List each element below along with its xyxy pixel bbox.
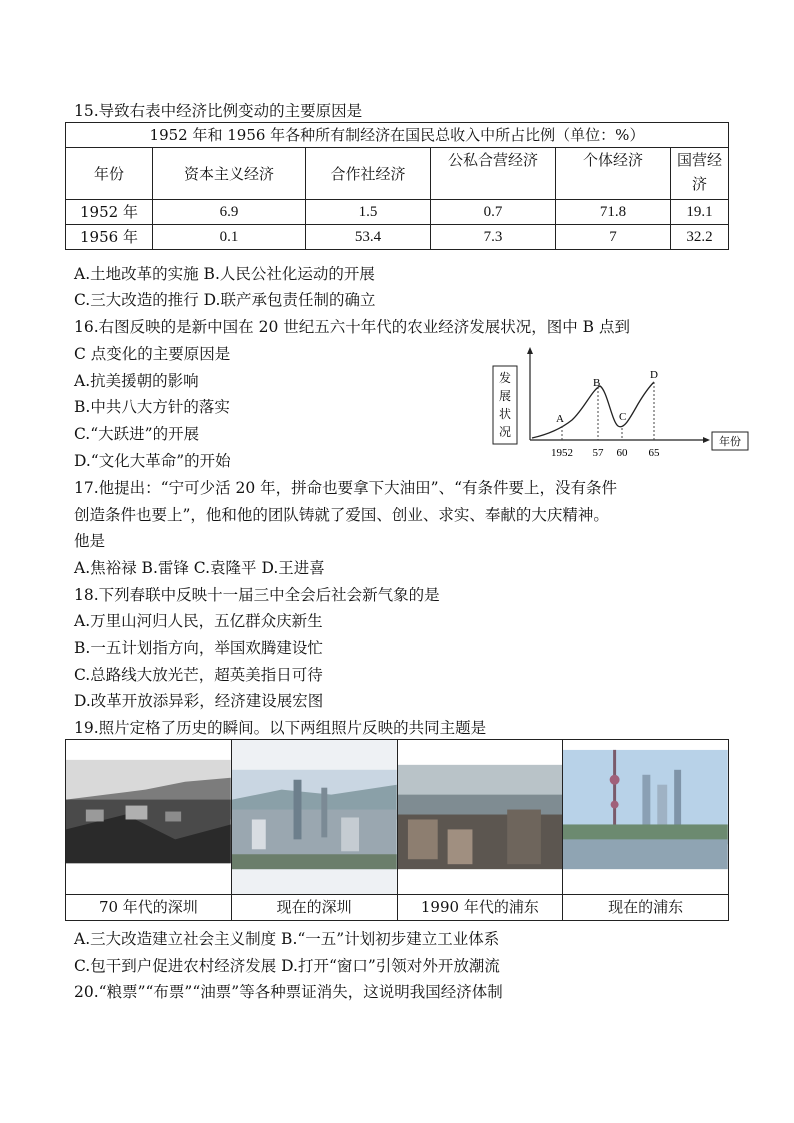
- q15-option-line: A.土地改革的实施 B.人民公社化运动的开展: [74, 265, 375, 283]
- photo-grid: [65, 739, 729, 921]
- table-header: 公私合营经济: [431, 148, 556, 200]
- point-label: D: [650, 369, 658, 381]
- point-label: B: [593, 377, 601, 389]
- q17-stem: 创造条件也要上”，他和他的团队铸就了爱国、创业、求实、奉献的大庆精神。: [74, 506, 609, 524]
- photo-caption: 现在的浦东: [608, 898, 684, 916]
- tick-label: 60: [616, 447, 628, 459]
- table-cell: 0.7: [431, 200, 556, 225]
- table-header: 年份: [66, 148, 153, 200]
- q17-options: A.焦裕禄 B.雷锋 C.袁隆平 D.王进喜: [74, 559, 325, 577]
- photo-caption: 1990 年代的浦东: [420, 898, 539, 916]
- q18-stem: 18.下列春联中反映十一届三中全会后社会新气象的是: [74, 586, 440, 604]
- photo-cell: [66, 740, 232, 920]
- table-cell: 19.1: [671, 200, 729, 225]
- ylabel-char: 况: [498, 425, 512, 439]
- q16-option: B.中共八大方针的落实: [74, 398, 230, 416]
- q19-option-line: C.包干到户促进农村经济发展 D.打开“窗口”引领对外开放潮流: [74, 957, 500, 975]
- photo-pudong-now: [563, 740, 728, 895]
- photo-caption: 现在的深圳: [276, 898, 352, 916]
- ylabel-char: 状: [498, 407, 512, 421]
- table-cell: 53.4: [306, 225, 431, 250]
- tick-label: 1952: [551, 447, 573, 459]
- q15-stem: 15.导致右表中经济比例变动的主要原因是: [74, 102, 363, 120]
- table-header: 个体经济: [556, 148, 671, 200]
- table-cell: 7.3: [431, 225, 556, 250]
- photo-cell: [398, 740, 564, 920]
- x-axis-arrow: [703, 437, 710, 443]
- q20-stem: 20.“粮票”“布票”“油票”等各种票证消失，这说明我国经济体制: [74, 983, 503, 1001]
- q16-stem: C 点变化的主要原因是: [74, 345, 231, 363]
- table-cell: 32.2: [671, 225, 729, 250]
- table-cell: 1.5: [306, 200, 431, 225]
- q18-option: B.一五计划指方向，举国欢腾建设忙: [74, 639, 323, 657]
- table-header: 国营经济: [671, 148, 729, 200]
- photo-cell: [563, 740, 728, 920]
- q17-stem: 17.他提出：“宁可少活 20 年，拼命也要拿下大油田”、“有条件要上，没有条件: [74, 479, 618, 497]
- table-header: 资本主义经济: [153, 148, 306, 200]
- q16-option: A.抗美援朝的影响: [74, 372, 199, 390]
- q15-table: [65, 122, 729, 250]
- table-cell: 0.1: [153, 225, 306, 250]
- photo-shenzhen-1970s: [66, 740, 231, 895]
- tick-label: 57: [592, 447, 604, 459]
- agriculture-chart: [492, 346, 750, 464]
- q18-option: A.万里山河归人民，五亿群众庆新生: [74, 612, 323, 630]
- trend-curve: [532, 382, 654, 438]
- q15-option-line: C.三大改造的推行 D.联产承包责任制的确立: [74, 291, 376, 309]
- table-header: 合作社经济: [306, 148, 431, 200]
- q18-option: D.改革开放添异彩，经济建设展宏图: [74, 692, 324, 710]
- table-cell: 6.9: [153, 200, 306, 225]
- ylabel-char: 发: [498, 371, 512, 385]
- table-title: 1952 年和 1956 年各种所有制经济在国民总收入中所占比例（单位：%）: [66, 123, 729, 148]
- ylabel-char: 展: [498, 389, 512, 403]
- table-cell: 7: [556, 225, 671, 250]
- photo-cell: [232, 740, 398, 920]
- tick-label: 65: [648, 447, 660, 459]
- q16-option: C.“大跃进”的开展: [74, 425, 200, 443]
- photo-shenzhen-now: [232, 740, 397, 895]
- table-cell: 1956 年: [66, 225, 153, 250]
- point-label: C: [619, 411, 627, 423]
- table-cell: 71.8: [556, 200, 671, 225]
- xlabel: 年份: [719, 436, 741, 448]
- table-row: [66, 225, 729, 250]
- q16-stem: 16.右图反映的是新中国在 20 世纪五六十年代的农业经济发展状况，图中 B 点到: [74, 318, 630, 336]
- q17-stem: 他是: [74, 532, 106, 550]
- q16-option: D.“文化大革命”的开始: [74, 452, 231, 470]
- photo-caption: 70 年代的深圳: [98, 898, 198, 916]
- y-axis-arrow: [527, 347, 533, 354]
- table-row: [66, 200, 729, 225]
- point-label: A: [556, 413, 564, 425]
- table-cell: 1952 年: [66, 200, 153, 225]
- photo-pudong-1990s: [398, 740, 563, 895]
- q18-option: C.总路线大放光芒，超英美指日可待: [74, 666, 323, 684]
- q19-stem: 19.照片定格了历史的瞬间。以下两组照片反映的共同主题是: [74, 719, 487, 737]
- q19-option-line: A.三大改造建立社会主义制度 B.“一五”计划初步建立工业体系: [74, 930, 500, 948]
